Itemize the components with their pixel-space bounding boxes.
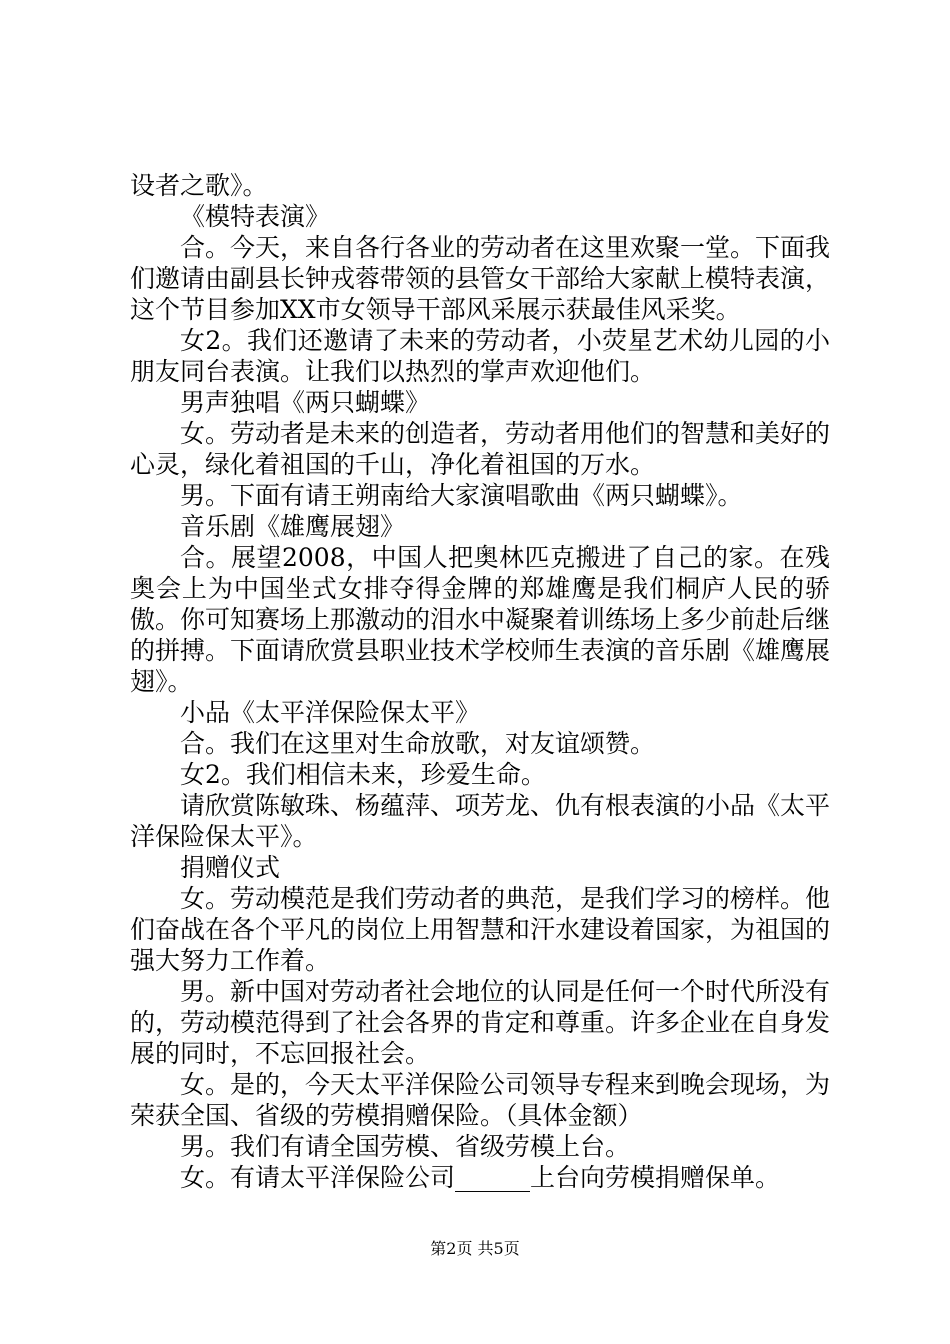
- paragraph-10: 小品《太平洋保险保太平》: [180, 698, 481, 727]
- paragraph-14: 捐赠仪式: [180, 853, 281, 882]
- paragraph-18: 男。我们有请全国劳模、省级劳模上台。: [180, 1132, 631, 1161]
- paragraph-7: 男。下面有请王朔南给大家演唱歌曲《两只蝴蝶》。: [180, 481, 743, 510]
- paragraph-15: 女。劳动模范是我们劳动者的典范，是我们学习的榜样。他们奋战在各个平凡的岗位上用智慧和汗水建设着国家，为祖国的强大努力工作着。: [130, 884, 831, 975]
- paragraph-16: 男。新中国对劳动者社会地位的认同是任何一个时代所没有的，劳动模范得到了社会各界的肯定和尊重。许多企业在自身发展的同时，不忘回报社会。: [130, 977, 831, 1068]
- paragraph-3: 合。今天，来自各行各业的劳动者在这里欢聚一堂。下面我们邀请由副县长钟戎蓉带领的县管女干部给大家献上模特表演，这个节目参加XX市女领导干部风采展示获最佳风采奖。: [130, 233, 831, 324]
- paragraph-13: 请欣赏陈敏珠、杨蕴萍、项芳龙、仇有根表演的小品《太平洋保险保太平》。: [130, 791, 831, 851]
- paragraph-2: 《模特表演》: [180, 202, 331, 231]
- paragraph-5: 男声独唱《两只蝴蝶》: [180, 388, 431, 417]
- paragraph-8: 音乐剧《雄鹰展翅》: [180, 512, 406, 541]
- document-body: [130, 170, 830, 1193]
- paragraph-12: 女2。我们相信未来，珍爱生命。: [180, 760, 546, 789]
- paragraph-17: 女。是的，今天太平洋保险公司领导专程来到晚会现场，为荣获全国、省级的劳模捐赠保险。（具体金额）: [130, 1070, 831, 1130]
- paragraph-1: 设者之歌》。: [130, 171, 268, 200]
- page-footer: 第2页 共5页: [430, 1239, 520, 1258]
- paragraph-6: 女。劳动者是未来的创造者，劳动者用他们的智慧和美好的心灵，绿化着祖国的千山，净化着祖国的万水。: [130, 419, 831, 479]
- paragraph-19: 女。有请太平洋保险公司______上台向劳模捐赠保单。: [180, 1163, 781, 1192]
- paragraph-9: 合。展望2008，中国人把奥林匹克搬进了自己的家。在残奥会上为中国坐式女排夺得金牌的郑雄鹰是我们桐庐人民的骄傲。你可知赛场上那激动的泪水中凝聚着训练场上多少前赴后继的拼搏。下面请欣赏县职业技术学校师生表演的音乐剧《雄鹰展翅》。: [130, 543, 831, 696]
- paragraph-11: 合。我们在这里对生命放歌，对友谊颂赞。: [180, 729, 656, 758]
- paragraph-4: 女2。我们还邀请了未来的劳动者，小荧星艺术幼儿园的小朋友同台表演。让我们以热烈的掌声欢迎他们。: [130, 326, 830, 386]
